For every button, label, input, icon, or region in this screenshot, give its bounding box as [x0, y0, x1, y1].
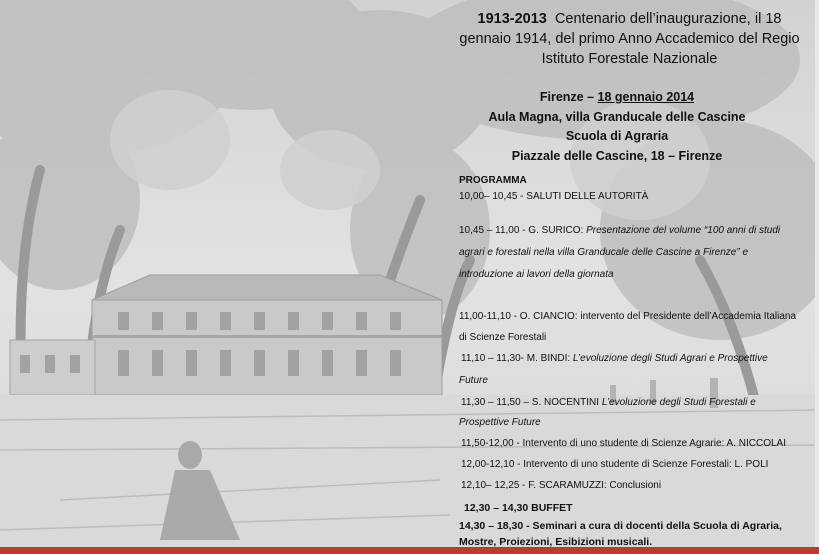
program-item-cont: agrari e forestali nella villa Granducale delle Cascine a Firenze” e [459, 247, 749, 258]
program-item: 11,30 – 11,50 – S. NOCENTINI L’evoluzione degli Studi Forestali e [461, 397, 756, 408]
program-heading: PROGRAMMA [459, 175, 527, 186]
program-item-cont: Prospettive Future [459, 417, 541, 428]
venue-school: Scuola di Agraria [565, 129, 669, 143]
event-title [440, 9, 819, 69]
title-line1: Centenario dell’inaugurazione, il 18 [554, 11, 782, 27]
program-item: 11,10 – 11,30- M. BINDI: L’evoluzione degli Studi Agrari e Prospettive [461, 353, 768, 364]
venue-date: 18 gennaio 2014 [597, 90, 695, 104]
title-years: 1913-2013 [477, 11, 547, 27]
program-item: 11,50-12,00 - Intervento di uno studente di Scienze Agrarie: A. NICCOLAI [461, 438, 787, 449]
program-item: 11,00-11,10 - O. CIANCIO: intervento del Presidente dell’Accademia Italiana [459, 311, 797, 322]
program-seminari: 14,30 – 18,30 - Seminari a cura di docenti della Scuola di Agraria, [459, 520, 782, 532]
program-item: 10,45 – 11,00 - G. SURICO: Presentazione del volume “100 anni di studi [459, 225, 781, 236]
title-line2: gennaio 1914, del primo Anno Accademico del Regio [459, 31, 800, 47]
right-border [815, 0, 819, 554]
bottom-border [0, 547, 819, 554]
event-venue [458, 88, 776, 166]
venue-address: Piazzale delle Cascine, 18 – Firenze [511, 148, 723, 163]
title-line3: Istituto Forestale Nazionale [541, 51, 718, 67]
program-item-cont: introduzione ai lavori della giornata [459, 269, 614, 280]
program-item-cont: Future [459, 375, 488, 386]
venue-city: Firenze – [539, 90, 598, 104]
program-buffet: 12,30 – 14,30 BUFFET [464, 502, 573, 514]
program-seminari-cont: Mostre, Proiezioni, Esibizioni musicali. [459, 536, 653, 548]
program-item: 10,00– 10,45 - SALUTI DELLE AUTORITÀ [459, 191, 649, 202]
program-item: 12,10– 12,25 - F. SCARAMUZZI: Conclusioni [461, 480, 662, 491]
program-item: 12,00-12,10 - Intervento di uno studente di Scienze Forestali: L. POLI [461, 459, 769, 470]
venue-hall: Aula Magna, villa Granducale delle Cascine [488, 109, 746, 124]
program-item-cont: di Scienze Forestali [459, 332, 547, 343]
